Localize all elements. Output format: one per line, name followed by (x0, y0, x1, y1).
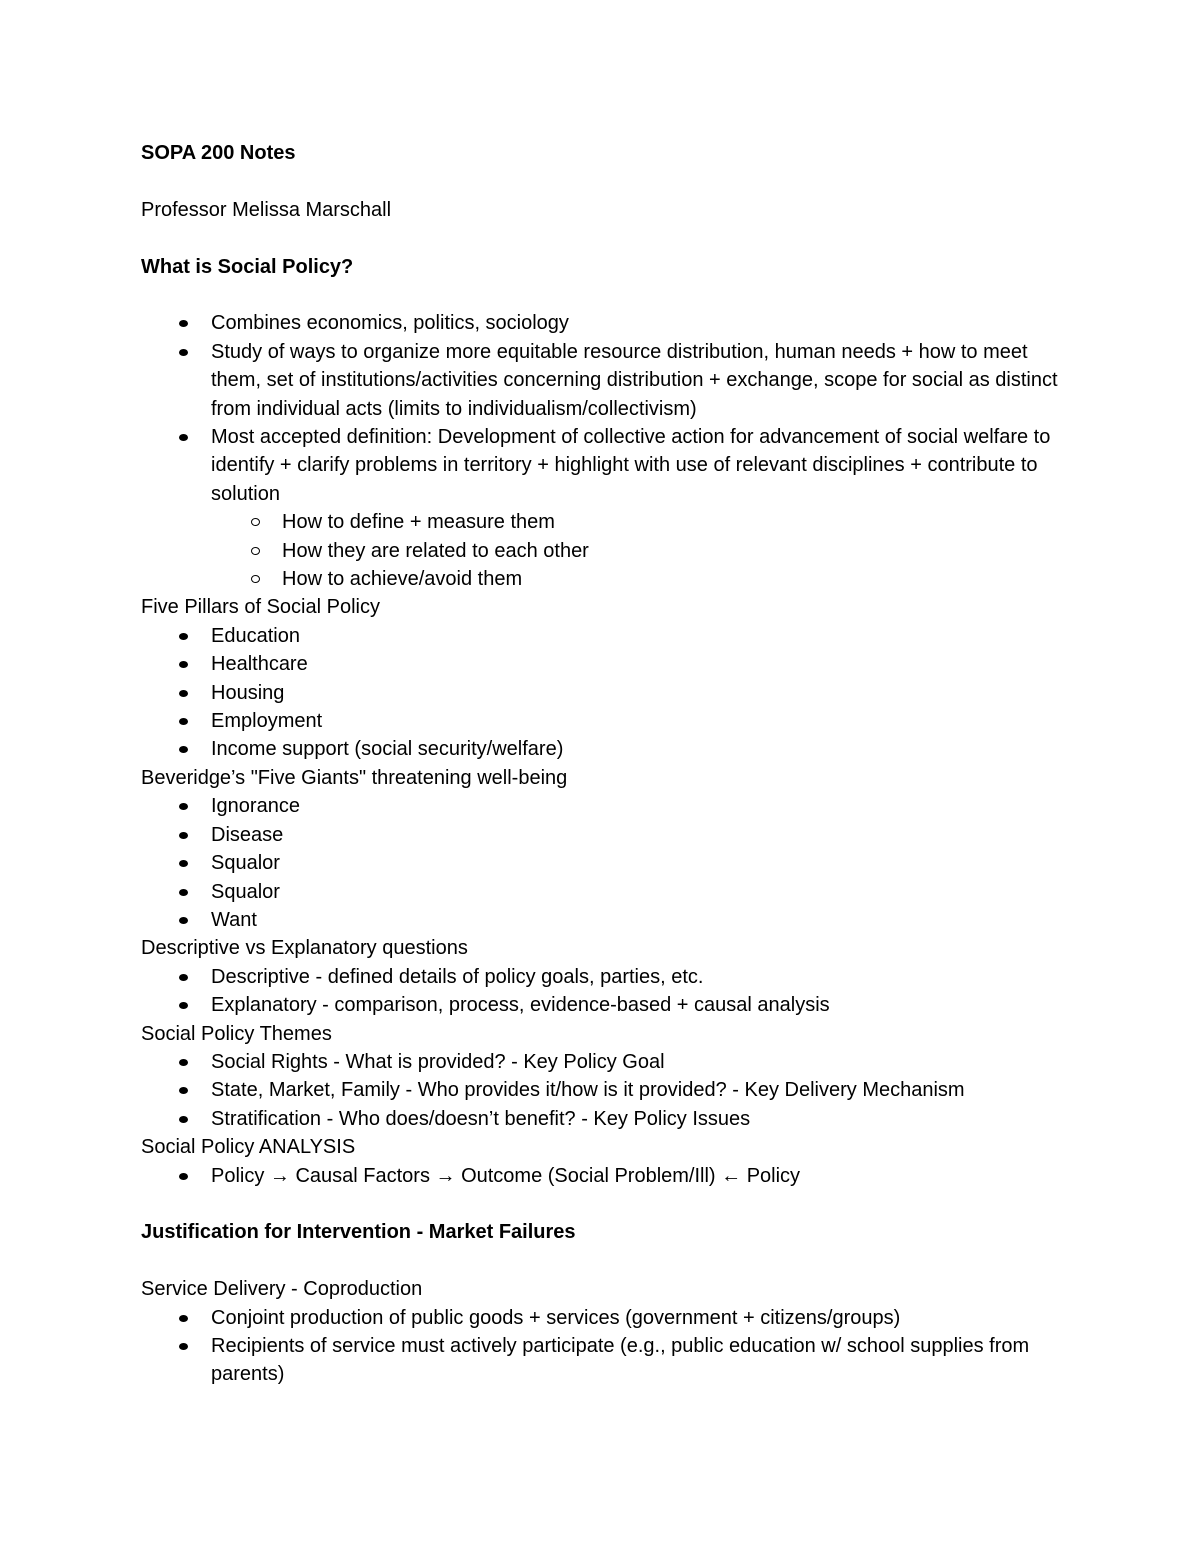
bullet-icon (179, 661, 188, 668)
list-item: Social Rights - What is provided? - Key Policy Goal (141, 1048, 1071, 1076)
coproduction-label: Service Delivery - Coproduction (141, 1278, 423, 1301)
definition-sub-list (211, 508, 1071, 593)
professor-name: Professor Melissa Marschall (141, 198, 392, 221)
bullet-icon (179, 746, 188, 753)
questions-list (141, 963, 1071, 1020)
spacer (141, 1190, 1071, 1218)
themes-list (141, 1048, 1071, 1133)
list-item: Stratification - Who does/doesn’t benefit? - Key Policy Issues (141, 1105, 1071, 1133)
giants-list (141, 792, 1071, 934)
section-heading-market-failures: Justification for Intervention - Market Failures (141, 1221, 576, 1244)
sub-list-item: How to achieve/avoid them (141, 565, 1071, 593)
analysis-label: Social Policy ANALYSIS (141, 1136, 356, 1159)
list-item: Employment (141, 707, 1071, 735)
bullet-icon (179, 434, 188, 441)
list-item: Ignorance (141, 792, 1071, 820)
document-title: SOPA 200 Notes (141, 142, 296, 164)
list-item: Disease (141, 821, 1071, 849)
spacer (141, 224, 1071, 252)
list-item: Study of ways to organize more equitable resource distribution, human needs + how to meet them, set of institutions/activities concerning distribution + exchange, scope for social as distinct from individual acts (limits to individualism/collectivism) (141, 338, 1071, 423)
bullet-icon (179, 889, 188, 896)
list-item: State, Market, Family - Who provides it/how is it provided? - Key Delivery Mechanism (141, 1076, 1071, 1104)
bullet-icon (179, 1315, 188, 1322)
document-page (141, 139, 1071, 1389)
list-item: Explanatory - comparison, process, evidence-based + causal analysis (141, 991, 1071, 1019)
section-heading-social-policy: What is Social Policy? (141, 255, 354, 278)
coproduction-list (141, 1304, 1071, 1389)
list-item: Recipients of service must actively participate (e.g., public education w/ school supplies from parents) (141, 1332, 1071, 1389)
giants-label: Beveridge’s "Five Giants" threatening well-being (141, 766, 568, 789)
spacer (141, 1247, 1071, 1275)
bullet-icon (179, 832, 188, 839)
bullet-icon (179, 690, 188, 697)
list-item: Want (141, 906, 1071, 934)
list-item: Conjoint production of public goods + services (government + citizens/groups) (141, 1304, 1071, 1332)
list-item: Combines economics, politics, sociology (141, 309, 1071, 337)
bullet-icon (179, 917, 188, 924)
analysis-list (141, 1162, 1071, 1190)
list-item: Education (141, 622, 1071, 650)
bullet-icon (179, 1343, 188, 1350)
list-item: Income support (social security/welfare) (141, 735, 1071, 763)
bullet-icon (179, 860, 188, 867)
bullet-icon (179, 1116, 188, 1123)
sub-list-item: How they are related to each other (141, 537, 1071, 565)
bullet-icon (179, 803, 188, 810)
pillars-label: Five Pillars of Social Policy (141, 596, 380, 619)
hollow-bullet-icon (251, 547, 260, 555)
themes-label: Social Policy Themes (141, 1022, 332, 1045)
bullet-icon (179, 633, 188, 640)
list-item: Policy → Causal Factors → Outcome (Social Problem/Ill) ← Policy (141, 1162, 1071, 1190)
list-item: Descriptive - defined details of policy goals, parties, etc. (141, 963, 1071, 991)
bullet-icon (179, 349, 188, 356)
list-item: Housing (141, 679, 1071, 707)
bullet-icon (179, 1002, 188, 1009)
spacer (141, 281, 1071, 309)
list-item: Squalor (141, 849, 1071, 877)
bullet-icon (179, 1087, 188, 1094)
bullet-icon (179, 1059, 188, 1066)
list-item: Healthcare (141, 650, 1071, 678)
questions-label: Descriptive vs Explanatory questions (141, 937, 468, 960)
pillars-list (141, 622, 1071, 764)
sub-list-item: How to define + measure them (141, 508, 1071, 536)
social-policy-bullet-list (141, 309, 1071, 593)
hollow-bullet-icon (251, 518, 260, 526)
hollow-bullet-icon (251, 575, 260, 583)
bullet-icon (179, 1173, 188, 1180)
list-item: Squalor (141, 878, 1071, 906)
bullet-icon (179, 320, 188, 327)
bullet-icon (179, 974, 188, 981)
bullet-icon (179, 718, 188, 725)
spacer (141, 167, 1071, 195)
list-item: Most accepted definition: Development of collective action for advancement of social welfare to identify + clarify problems in territory + highlight with use of relevant disciplines + contribute to solution How to define + measure them How they are related to each other How to achieve/avoid them (141, 423, 1071, 593)
